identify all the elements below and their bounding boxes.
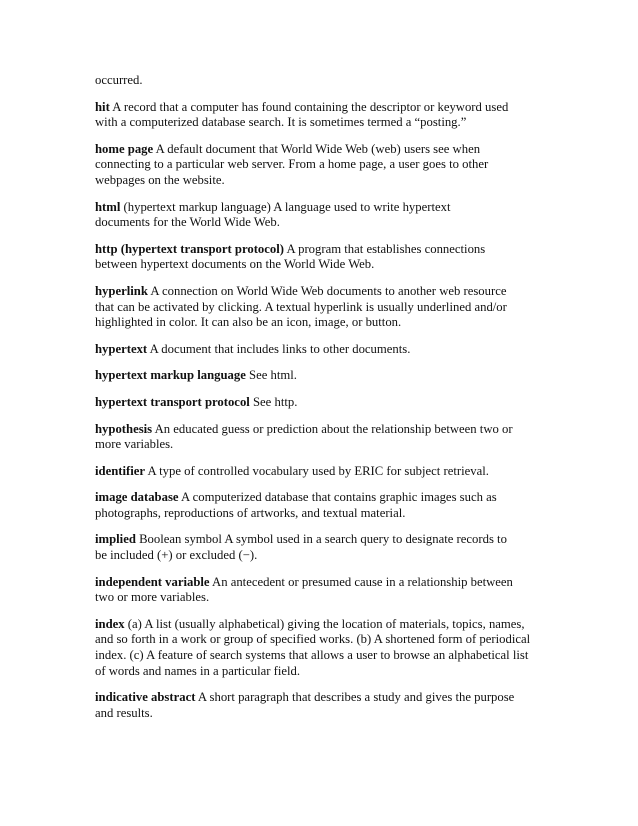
definition-line: See html. [245, 368, 297, 383]
glossary-term: home page [95, 141, 154, 156]
glossary-term: hyperlink [95, 283, 148, 298]
definition-line: (hypertext markup language) A language used to write hypertext [120, 199, 451, 214]
glossary-entry [95, 532, 535, 563]
glossary-term: hypothesis [95, 421, 153, 436]
definition-line: be included (+) or excluded (−). [95, 548, 258, 563]
definition-line: A short paragraph that describes a study and gives the purpose [195, 690, 515, 705]
glossary-term: independent variable [95, 574, 210, 589]
definition-line: (a) A list (usually alphabetical) giving the location of materials, topics, names, [124, 616, 525, 631]
glossary-term: image database [95, 490, 179, 505]
glossary-entry [95, 422, 535, 453]
glossary-term: indicative abstract [95, 690, 196, 705]
glossary-term: hypertext markup language [95, 368, 246, 383]
definition-line: that can be activated by clicking. A textual hyperlink is usually underlined and/or [95, 299, 507, 314]
definition-line: A default document that World Wide Web (web) users see when [153, 141, 481, 156]
glossary-entry [95, 200, 535, 231]
glossary-term: hypertext transport protocol [95, 394, 250, 409]
glossary-term: hit [95, 99, 110, 114]
definition-line: of words and names in a particular field. [95, 663, 301, 678]
definition-line: documents for the World Wide Web. [95, 215, 280, 230]
definition-line: Boolean symbol A symbol used in a search query to designate records to [135, 532, 507, 547]
definition-line: A program that establishes connections [284, 241, 486, 256]
glossary-term: http (hypertext transport protocol) [95, 241, 284, 256]
definition-line: with a computerized database search. It is sometimes termed a “posting.” [95, 115, 467, 130]
glossary-term: implied [95, 532, 136, 547]
definition-line: index. (c) A feature of search systems that allows a user to browse an alphabetical list [95, 648, 529, 663]
definition-line: A record that a computer has found containing the descriptor or keyword used [109, 99, 509, 114]
glossary-term: html [95, 199, 121, 214]
definition-line: See http. [249, 394, 298, 409]
definition-line: A document that includes links to other documents. [147, 341, 411, 356]
definition-line: photographs, reproductions of artworks, and textual material. [95, 505, 406, 520]
definition-line: A connection on World Wide Web documents to another web resource [147, 283, 507, 298]
glossary-entry [95, 142, 535, 189]
glossary-content [95, 73, 535, 732]
definition-line: An educated guess or prediction about the relationship between two or [152, 421, 513, 436]
glossary-entry [95, 617, 535, 679]
definition-line: A computerized database that contains graphic images such as [178, 490, 497, 505]
definition-line: connecting to a particular web server. From a home page, a user goes to other [95, 157, 489, 172]
glossary-entry [95, 100, 535, 131]
definition-line: between hypertext documents on the World Wide Web. [95, 257, 375, 272]
glossary-term: identifier [95, 463, 146, 478]
continued-text: occurred. [95, 73, 143, 87]
definition-line: A type of controlled vocabulary used by ERIC for subject retrieval. [145, 463, 489, 478]
glossary-entry [95, 242, 535, 273]
glossary-entry [95, 575, 535, 606]
definition-line: two or more variables. [95, 590, 210, 605]
glossary-entry [95, 395, 535, 411]
glossary-entry [95, 342, 535, 358]
glossary-entry [95, 464, 535, 480]
glossary-entry [95, 284, 535, 331]
definition-line: and results. [95, 705, 153, 720]
glossary-entry [95, 690, 535, 721]
glossary-entry [95, 490, 535, 521]
definition-line: webpages on the website. [95, 172, 225, 187]
definition-line: more variables. [95, 437, 174, 452]
glossary-term: hypertext [95, 341, 148, 356]
glossary-term: index [95, 616, 125, 631]
definition-line: highlighted in color. It can also be an icon, image, or button. [95, 315, 402, 330]
definition-line: and so forth in a work or group of specified works. (b) A shortened form of periodical [95, 632, 531, 647]
definition-line: An antecedent or presumed cause in a relationship between [209, 574, 513, 589]
glossary-entry [95, 368, 535, 384]
